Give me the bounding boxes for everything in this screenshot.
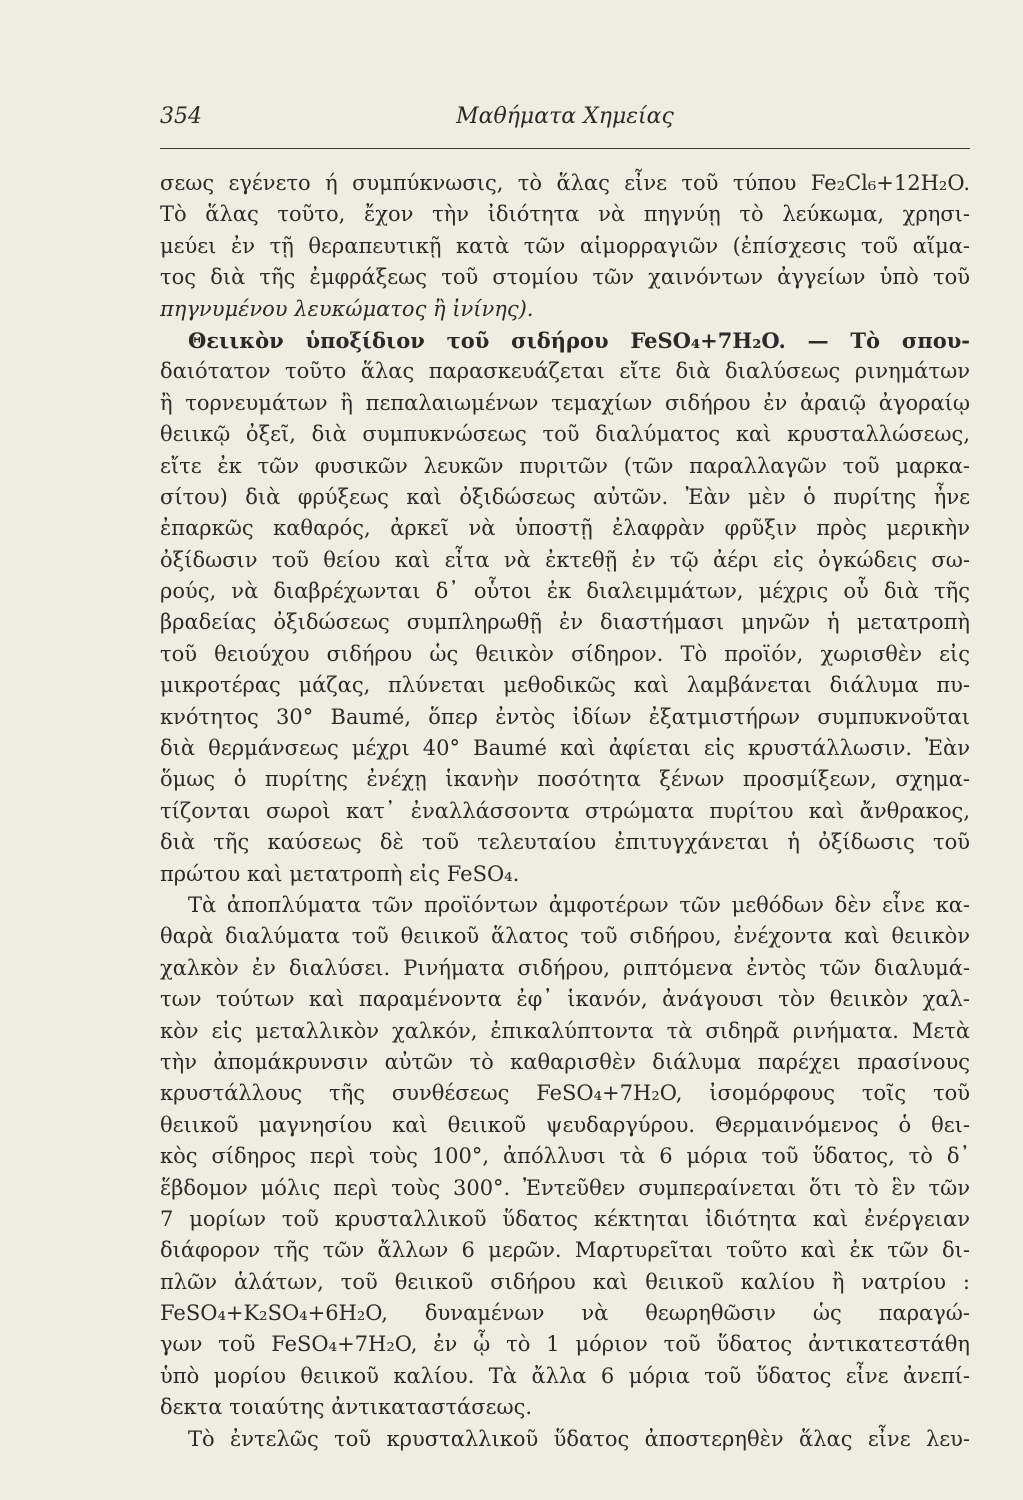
text-line: τος διὰ τῆς ἐμφράξεως τοῦ στομίου τῶν χαινόντων ἀγγείων ὑπὸ τοῦ (160, 265, 970, 290)
text-line: κὸν εἰς μεταλλικὸν χαλκόν, ἐπικαλύπτοντα τὰ σιδηρᾶ ρινήματα. Μετὰ (160, 1018, 970, 1043)
text-line: Τὸ ἐντελῶς τοῦ κρυσταλλικοῦ ὕδατος ἀποστερηθὲν ἅλας εἶνε λευ- (188, 1426, 970, 1451)
text-line: ὑπὸ μορίου θειικοῦ καλίου. Τὰ ἄλλα 6 μόρια τοῦ ὕδατος εἶνε ἀνεπί- (160, 1363, 970, 1388)
text-line: πηγνυμένου λευκώματος ἢ ἰνίνης). (160, 296, 534, 321)
text-line: χαλκὸν ἐν διαλύσει. Ρινήματα σιδήρου, ριπτόμενα ἐντὸς τῶν διαλυμά- (160, 955, 970, 980)
text-line: ἢ τορνευμάτων ἢ πεπαλαιωμένων τεμαχίων σιδήρου ἐν ἀραιῷ ἀγοραίῳ (160, 390, 970, 415)
text-line: 7 μορίων τοῦ κρυσταλλικοῦ ὕδατος κέκτηται ἰδιότητα καὶ ἐνέργειαν (160, 1206, 970, 1231)
page-header (160, 100, 970, 144)
text-line: θειικοῦ μαγνησίου καὶ θειικοῦ ψευδαργύρου. Θερμαινόμενος ὁ θει- (160, 1112, 970, 1137)
text-line: σίτου) διὰ φρύξεως καὶ ὀξιδώσεως αὐτῶν. Ἐὰν μὲν ὁ πυρίτης ἦνε (160, 484, 970, 509)
text-line: σεως εγένετο ή συμπύκνωσις, τὸ ἅλας εἶνε τοῦ τύπου Fe₂Cl₆+12H₂O. (160, 171, 970, 195)
text-line: ἐπαρκῶς καθαρός, ἀρκεῖ νὰ ὑποστῇ ἐλαφρὰν φρῦξιν πρὸς μερικὴν (160, 516, 970, 541)
text-line: ρούς, νὰ διαβρέχωνται δ᾽ οὗτοι ἐκ διαλειμμάτων, μέχρις οὗ διὰ τῆς (160, 579, 970, 604)
text-line: θειικῷ ὀξεῖ, διὰ συμπυκνώσεως τοῦ διαλύματος καὶ κρυσταλλώσεως, (160, 422, 970, 447)
text-line: Τὰ ἀποπλύματα τῶν προϊόντων ἀμφοτέρων τῶν μεθόδων δὲν εἶνε κα- (188, 892, 970, 917)
text-line: κὸς σίδηρος περὶ τοὺς 100°, ἀπόλλυσι τὰ 6 μόρια τοῦ ὕδατος, τὸ δ᾽ (160, 1144, 970, 1169)
page-number: 354 (160, 104, 202, 129)
body-text (160, 168, 970, 1455)
text-line: πλῶν ἁλάτων, τοῦ θειικοῦ σιδήρου καὶ θειικοῦ καλίου ἢ νατρίου : (160, 1269, 970, 1294)
text-line: διὰ τῆς καύσεως δὲ τοῦ τελευταίου ἐπιτυγχάνεται ἡ ὀξίδωσις τοῦ (160, 830, 970, 855)
text-line: εἴτε ἐκ τῶν φυσικῶν λευκῶν πυριτῶν (τῶν παραλλαγῶν τοῦ μαρκα- (160, 453, 970, 478)
text-line: κρυστάλλους τῆς συνθέσεως FeSO₄+7H₂O, ἰσομόρφους τοῖς τοῦ (160, 1081, 970, 1106)
text-line: FeSO₄+K₂SO₄+6H₂O, δυναμένων νὰ θεωρηθῶσιν ὡς παραγώ- (160, 1301, 970, 1326)
text-line: μικροτέρας μάζας, πλύνεται μεθοδικῶς καὶ λαμβάνεται διάλυμα πυ- (160, 673, 970, 698)
section-heading-line: Θειικὸν ὑποξίδιον τοῦ σιδήρου FeSO₄+7H₂O. — Τὸ σπου- (188, 327, 970, 353)
text-line: των τούτων καὶ παραμένοντα ἐφ᾽ ἱκανόν, ἀνάγουσι τὸν θειικὸν χαλ- (160, 987, 970, 1012)
text-line: ἕβδομον μόλις περὶ τοὺς 300°. Ἐντεῦθεν συμπεραίνεται ὅτι τὸ ἓν τῶν (160, 1175, 970, 1200)
text-line: διάφορον τῆς τῶν ἄλλων 6 μερῶν. Μαρτυρεῖται τοῦτο καὶ ἐκ τῶν δι- (160, 1238, 970, 1263)
text-line: δεκτα τοιαύτης ἀντικαταστάσεως. (160, 1395, 533, 1420)
text-line: κνότητος 30° Baumé, ὅπερ ἐντὸς ἰδίων ἐξατμιστήρων συμπυκνοῦται (160, 704, 970, 729)
text-line: τοῦ θειούχου σιδήρου ὡς θειικὸν σίδηρον. Τὸ προϊόν, χωρισθὲν εἰς (160, 641, 970, 666)
text-line: βραδείας ὀξιδώσεως συμπληρωθῇ ἐν διαστήμασι μηνῶν ἡ μετατροπὴ (160, 610, 970, 635)
text-line: μεύει ἐν τῇ θεραπευτικῇ κατὰ τῶν αἱμορραγιῶν (ἐπίσχεσις τοῦ αἵμα- (160, 233, 970, 258)
text-line: τὴν ἀπομάκρυνσιν αὐτῶν τὸ καθαρισθὲν διάλυμα παρέχει πρασίνους (160, 1049, 970, 1074)
text-line: γων τοῦ FeSO₄+7H₂O, ἐν ᾧ τὸ 1 μόριον τοῦ ὕδατος ἀντικατεστάθη (160, 1332, 970, 1357)
text-line: ὀξίδωσιν τοῦ θείου καὶ εἶτα νὰ ἐκτεθῇ ἐν τῷ ἀέρι εἰς ὀγκώδεις σω- (160, 547, 970, 572)
text-line: δαιότατον τοῦτο ἅλας παρασκευάζεται εἴτε διὰ διαλύσεως ρινημάτων (160, 359, 970, 384)
header-rule (160, 148, 970, 149)
text-line: ὅμως ὁ πυρίτης ἐνέχῃ ἱκανὴν ποσότητα ξένων προσμίξεων, σχημα- (160, 767, 970, 792)
text-line: Τὸ ἅλας τοῦτο, ἔχον τὴν ἰδιότητα νὰ πηγνύῃ τὸ λεύκωμα, χρησι- (160, 202, 970, 227)
text-line: διὰ θερμάνσεως μέχρι 40° Baumé καὶ ἀφίεται εἰς κρυστάλλωσιν. Ἐὰν (160, 736, 970, 761)
text-line: τίζονται σωροὶ κατ᾽ ἐναλλάσσοντα στρώματα πυρίτου καὶ ἄνθρακος, (160, 798, 970, 823)
running-title: Μαθήματα Χημείας (456, 104, 674, 129)
text-line: θαρὰ διαλύματα τοῦ θειικοῦ ἅλατος τοῦ σιδήρου, ἐνέχοντα καὶ θειικὸν (160, 924, 970, 949)
text-line: πρώτου καὶ μετατροπὴ εἰς FeSO₄. (160, 861, 520, 886)
